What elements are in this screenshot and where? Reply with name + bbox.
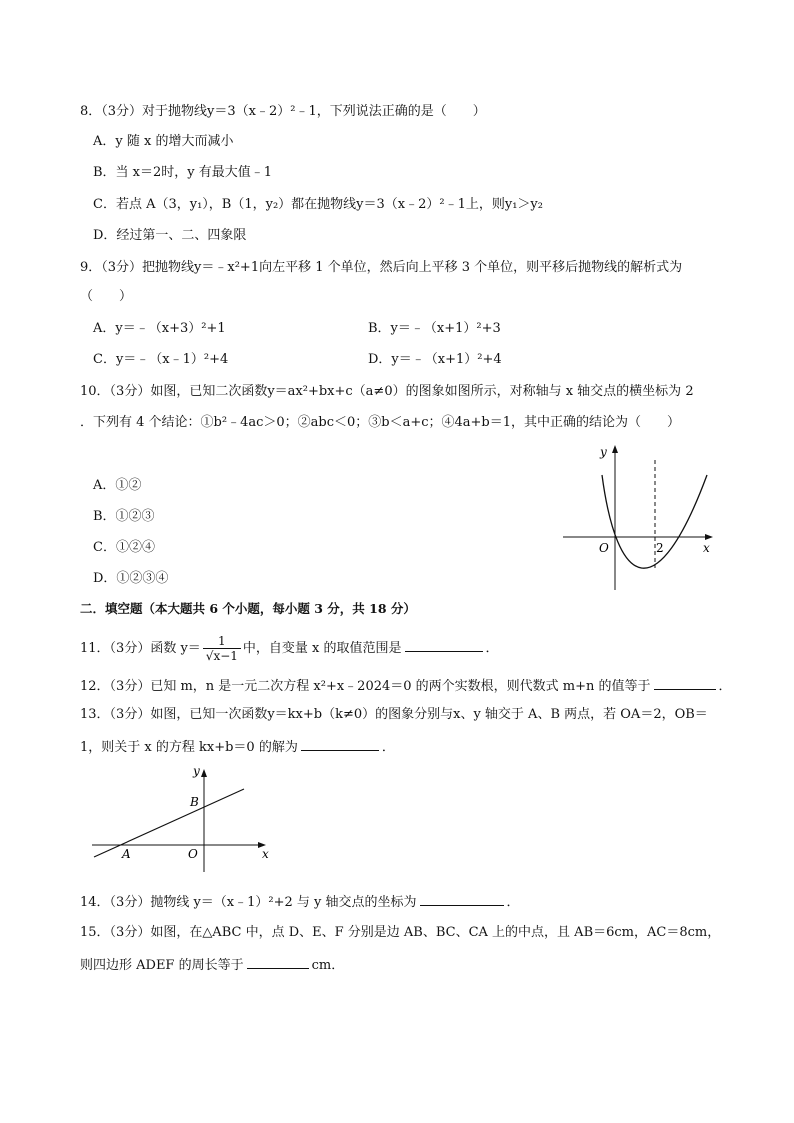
q10-stem-cont: ．下列有 4 个结论：①b²﹣4ac＞0；②abc＜0；③b＜a+c；④4a+b＝1，其中正确的结论为（ ） [80,415,681,430]
q10-x-label: x [703,541,710,555]
q11-end: ． [485,641,499,656]
q8-option-c: C．若点 A（3，y₁），B（1，y₂）都在抛物线y＝3（x﹣2）²﹣1上，则y₁＞y₂ [93,197,543,212]
q9-option-a: A．y＝﹣（x+3）²+1 [93,321,226,336]
q13-point-a-label: A [122,847,131,861]
q11-fraction [203,634,241,663]
q12-text: 12．（3分）已知 m，n 是一元二次方程 x²+x﹣2024＝0 的两个实数根，则代数式 m+n 的值等于 [80,679,651,694]
q14-text: 14．（3分）抛物线 y＝（x﹣1）²+2 与 y 轴交点的坐标为 [80,895,417,910]
q13-stem-cont: 1，则关于 x 的方程 kx+b＝0 的解为 [80,740,298,755]
q10-origin-label: O [599,541,609,555]
q10-option-a: A．①② [93,478,142,493]
q8-option-d: D．经过第一、二、四象限 [93,228,247,243]
q10-stem: 10．（3分）如图，已知二次函数y＝ax²+bx+c（a≠0）的图象如图所示，对称轴与 x 轴交点的横坐标为 2 [80,384,694,399]
q9-option-d: D．y＝﹣（x+1）²+4 [368,352,502,367]
q15-end: cm． [311,958,345,973]
q10-parabola-figure [555,440,725,600]
q14-answer-blank[interactable] [420,892,504,906]
q10-option-c: C．①②④ [93,540,155,555]
q10-option-d: D．①②③④ [93,571,169,586]
q15-line2 [80,955,344,975]
q10-x-arrow [705,534,713,540]
q13-stem: 13．（3分）如图，已知一次函数y＝kx+b（k≠0）的图象分别与x、y 轴交于 A、B 两点，若 OA＝2，OB＝ [80,707,708,722]
q11-suffix: 中，自变量 x 的取值范围是 [242,641,402,656]
q11-answer-blank[interactable] [405,638,483,652]
q11-prefix: 11．（3分）函数 y＝ [80,641,201,656]
q9-option-b: B．y＝﹣（x+1）²+3 [368,321,501,336]
q13-function-line [94,789,244,857]
q14-line [80,892,520,912]
q13-origin-label: O [188,847,198,861]
q13-line-figure [88,762,288,874]
q13-line2 [80,737,395,757]
q13-end: ． [381,740,395,755]
q13-y-label: y [193,764,200,778]
q15-stem-cont: 则四边形 ADEF 的周长等于 [80,958,244,973]
q11-numerator: 1 [203,634,241,649]
q8-option-b: B．当 x＝2时，y 有最大值﹣1 [93,165,273,180]
q12-answer-blank[interactable] [654,676,716,690]
q10-option-b: B．①②③ [93,509,155,524]
q14-end: ． [506,895,520,910]
q13-point-b-label: B [190,795,199,809]
q9-stem-cont: （ ） [80,289,133,304]
q8-stem: 8．（3分）对于抛物线y＝3（x﹣2）²﹣1，下列说法正确的是（ ） [80,104,486,119]
section-2-heading: 二．填空题（本大题共 6 个小题，每小题 3 分，共 18 分） [80,601,416,616]
q11-line [80,632,499,666]
q13-x-label: x [262,847,269,861]
q10-y-arrow [612,445,618,453]
q9-option-c: C．y＝﹣（x﹣1）²+4 [93,352,229,367]
q8-option-a: A．y 随 x 的增大而减小 [93,134,234,149]
q15-answer-blank[interactable] [247,955,309,969]
q12-line [80,676,732,696]
q13-y-arrow [201,769,207,777]
q12-end: ． [718,679,732,694]
q10-tick-label: 2 [656,541,664,555]
q9-stem: 9．（3分）把抛物线y＝﹣x²+1向左平移 1 个单位，然后向上平移 3 个单位，则平移后抛物线的解析式为 [80,260,683,275]
q15-stem: 15．（3分）如图，在△ABC 中，点 D、E、F 分别是边 AB、BC、CA 上的中点，且 AB＝6cm，AC＝8cm， [80,925,721,940]
q10-y-label: y [600,445,607,459]
q11-denominator: √x−1 [205,649,238,663]
q13-answer-blank[interactable] [301,737,379,751]
